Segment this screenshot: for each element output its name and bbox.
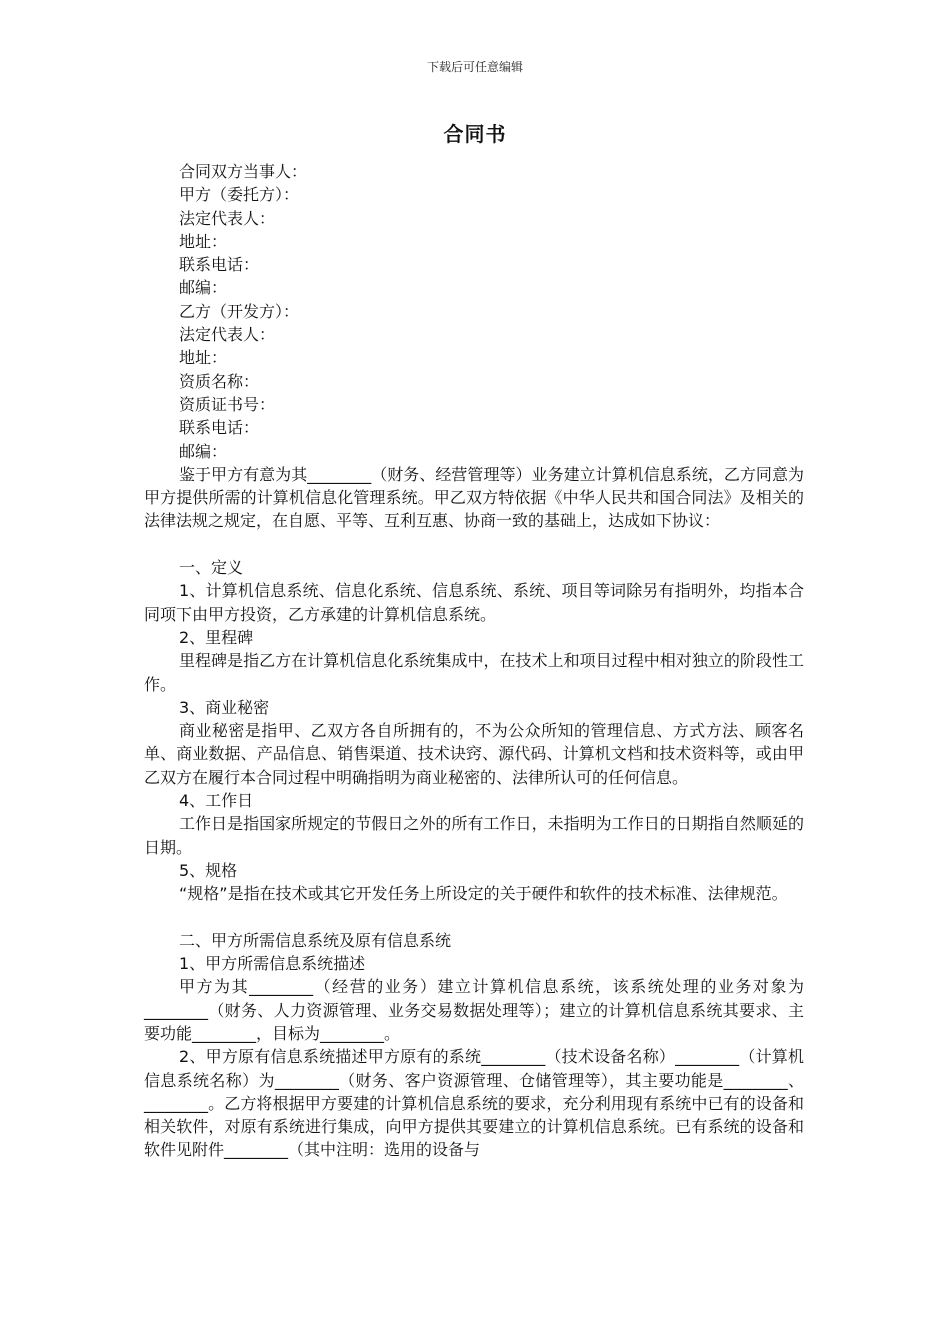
party-line: 地址： — [179, 231, 228, 251]
definition-2: 里程碑是指乙方在计算机信息化系统集成中，在技术上和项目过程中相对独立的阶段性工作。 — [144, 651, 804, 694]
spacer — [144, 533, 804, 556]
party-line: 法定代表人： — [179, 208, 276, 228]
item-heading: 2、里程碑 — [179, 627, 254, 647]
document-title: 合同书 — [443, 122, 507, 146]
item-heading: 4、工作日 — [179, 791, 254, 811]
document-body — [144, 160, 804, 1162]
item-heading: 5、规格 — [179, 860, 238, 880]
system-description: 甲方为其________（经营的业务）建立计算机信息系统，该系统处理的业务对象为 ________（财务、人力资源管理、业务交易数据处理等）；建立的计算机信息系统其要求、主要功能________，目标为________。 — [144, 977, 804, 1043]
existing-system-description: 2、甲方原有信息系统描述甲方原有的系统________（技术设备名称）________（计算机信息系统名称）为________（财务、客户资源管理、仓储管理等），其主要功能是________、________。乙方将根据甲方要建的计算机信息系统的要求，充分利用现有系统中已有的设备和相关软件，对原有系统进行集成，向甲方提供其要建立的计算机信息系统。已有系统的设备和软件见附件________（其中注明：选用的设备与 — [144, 1047, 804, 1160]
party-line: 乙方（开发方）： — [179, 301, 300, 321]
preamble-paragraph: 鉴于甲方有意为其________（财务、经营管理等）业务建立计算机信息系统，乙方同意为甲方提供所需的计算机信息化管理系统。甲乙双方特依据《中华人民共和国合同法》及相关的法律法规之规定，在自愿、平等、互利互惠、协商一致的基础上，达成如下协议： — [144, 464, 804, 531]
party-line: 法定代表人： — [179, 325, 276, 345]
party-line: 资质证书号： — [179, 394, 276, 414]
parties-list — [144, 160, 804, 463]
party-line: 资质名称： — [179, 371, 260, 391]
section-heading: 一、定义 — [179, 558, 244, 578]
header-note: 下载后可任意编辑 — [426, 60, 523, 74]
section-heading: 二、甲方所需信息系统及原有信息系统 — [179, 930, 452, 950]
definition-3: 商业秘密是指甲、乙双方各自所拥有的，不为公众所知的管理信息、方式方法、顾客名单、商业数据、产品信息、销售渠道、技术诀窍、源代码、计算机文档和技术资料等，或由甲乙双方在履行本合同过程中明确指明为商业秘密的、法律所认可的任何信息。 — [144, 721, 804, 787]
party-line: 联系电话： — [179, 255, 260, 275]
party-line: 甲方（委托方）： — [179, 185, 300, 205]
party-line: 邮编： — [179, 441, 228, 461]
definition-5: “规格”是指在技术或其它开发任务上所设定的关于硬件和软件的技术标准、法律规范。 — [179, 884, 788, 904]
definition-4: 工作日是指国家所规定的节假日之外的所有工作日，未指明为工作日的日期指自然顺延的日期。 — [144, 814, 804, 857]
party-line: 联系电话： — [179, 418, 260, 438]
item-heading: 1、甲方所需信息系统描述 — [179, 954, 366, 974]
party-line: 邮编： — [179, 278, 228, 298]
party-line: 地址： — [179, 348, 228, 368]
item-heading: 3、商业秘密 — [179, 697, 270, 717]
party-line: 合同双方当事人： — [179, 162, 308, 181]
spacer — [144, 906, 804, 929]
definition-1: 1、计算机信息系统、信息化系统、信息系统、系统、项目等词除另有指明外，均指本合同项下由甲方投资，乙方承建的计算机信息系统。 — [144, 581, 804, 624]
